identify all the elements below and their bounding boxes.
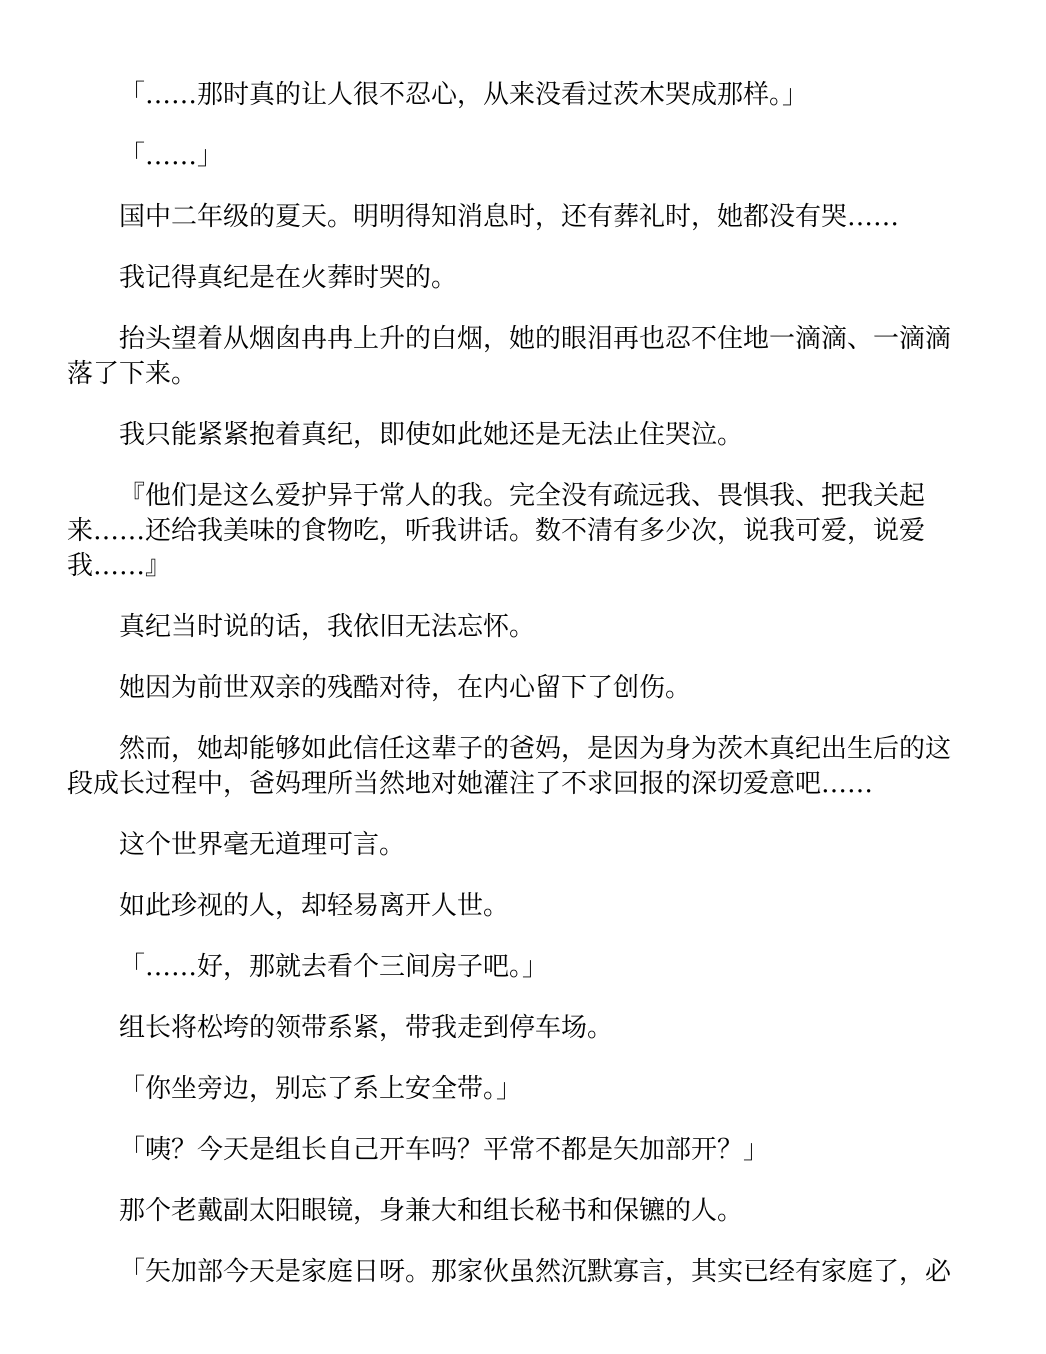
document-page bbox=[67, 78, 973, 1316]
paragraph: 抬头望着从烟囱冉冉上升的白烟，她的眼泪再也忍不住地一滴滴、一滴滴落了下来。 bbox=[67, 324, 952, 389]
paragraph: 「……」 bbox=[119, 141, 224, 171]
paragraph: 那个老戴副太阳眼镜，身兼大和组长秘书和保镳的人。 bbox=[119, 1196, 744, 1226]
paragraph: 真纪当时说的话，我依旧无法忘怀。 bbox=[119, 612, 536, 642]
paragraph: 这个世界毫无道理可言。 bbox=[119, 830, 406, 860]
paragraph: 我记得真纪是在火葬时哭的。 bbox=[119, 263, 458, 293]
paragraph: 国中二年级的夏天。明明得知消息时，还有葬礼时，她都没有哭…… bbox=[119, 202, 900, 232]
paragraph: 组长将松垮的领带系紧，带我走到停车场。 bbox=[119, 1013, 614, 1043]
paragraph: 如此珍视的人，却轻易离开人世。 bbox=[119, 891, 510, 921]
paragraph: 她因为前世双亲的残酷对待，在内心留下了创伤。 bbox=[119, 673, 692, 703]
paragraph: 「……好，那就去看个三间房子吧。」 bbox=[119, 952, 549, 982]
paragraph: 「矢加部今天是家庭日呀。那家伙虽然沉默寡言，其实已经有家庭了，必 bbox=[119, 1257, 952, 1287]
paragraph: 我只能紧紧抱着真纪，即使如此她还是无法止住哭泣。 bbox=[119, 420, 744, 450]
paragraph: 「……那时真的让人很不忍心，从来没看过茨木哭成那样。」 bbox=[119, 80, 809, 110]
paragraph: 「你坐旁边，别忘了系上安全带。」 bbox=[119, 1074, 523, 1104]
paragraph: 然而，她却能够如此信任这辈子的爸妈，是因为身为茨木真纪出生后的这段成长过程中，爸妈理所当然地对她灌注了不求回报的深切爱意吧…… bbox=[67, 734, 952, 799]
paragraph: 『他们是这么爱护异于常人的我。完全没有疏远我、畏惧我、把我关起来……还给我美味的食物吃，听我讲话。数不清有多少次，说我可爱，说爱我……』 bbox=[67, 481, 926, 581]
paragraph: 「咦？今天是组长自己开车吗？平常不都是矢加部开？」 bbox=[119, 1135, 770, 1165]
